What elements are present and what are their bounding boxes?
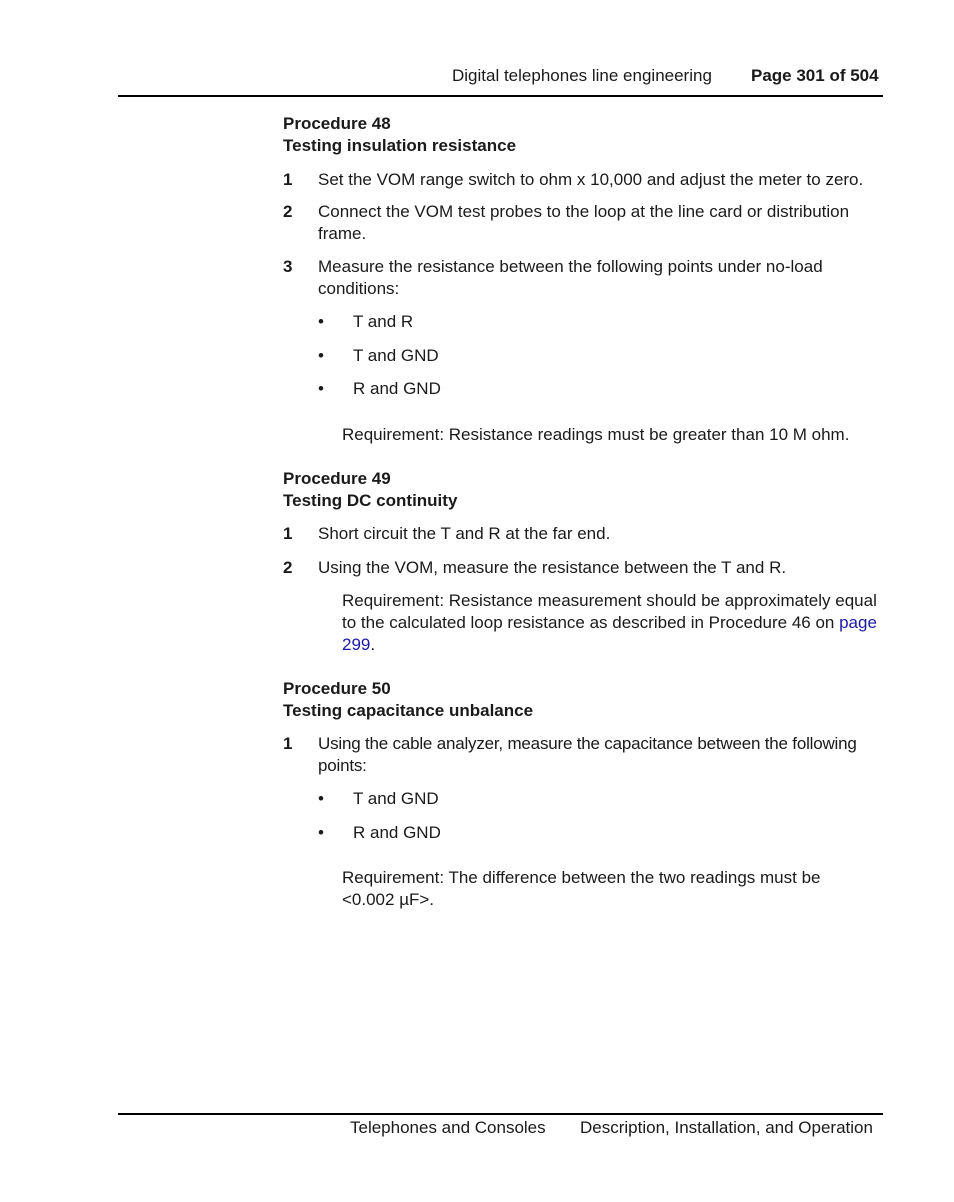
bullet-glyph: • xyxy=(318,346,324,365)
running-header-section: Digital telephones line engineering xyxy=(452,66,712,85)
page-number: Page 301 of 504 xyxy=(751,66,879,85)
procedure-49-number: Procedure 49 xyxy=(283,469,391,488)
page-299-link[interactable]: page 299 xyxy=(342,613,877,654)
procedure-48-number: Procedure 48 xyxy=(283,114,391,133)
footer-book-subtitle: Description, Installation, and Operation xyxy=(580,1118,873,1137)
step-text: Connect the VOM test probes to the loop at the line card or distribution frame. xyxy=(318,202,850,243)
requirement-text-start: Requirement: Resistance measurement should be approximately equal to the calculated loop resistance as described in Procedure 46 on xyxy=(342,591,877,632)
requirement-text-end: . xyxy=(370,635,376,654)
step-number: 1 xyxy=(283,170,293,189)
footer-book-title: Telephones and Consoles xyxy=(350,1118,546,1137)
requirement-text: Requirement: The difference between the two readings must be <0.002 µF>. xyxy=(342,868,821,909)
footer-rule xyxy=(118,1113,883,1115)
requirement-text: Requirement: Resistance readings must be greater than 10 M ohm. xyxy=(342,425,850,444)
bullet-glyph: • xyxy=(318,789,324,808)
procedure-49-title: Testing DC continuity xyxy=(283,491,458,510)
bullet-item: R and GND xyxy=(353,379,441,398)
step-number: 2 xyxy=(283,558,293,577)
step-text: Short circuit the T and R at the far end. xyxy=(318,524,611,543)
bullet-item: T and GND xyxy=(353,789,439,808)
bullet-glyph: • xyxy=(318,823,324,842)
step-number: 3 xyxy=(283,257,293,276)
step-number: 1 xyxy=(283,524,293,543)
procedure-48-title: Testing insulation resistance xyxy=(283,136,517,155)
step-text: Set the VOM range switch to ohm x 10,000 and adjust the meter to zero. xyxy=(318,170,864,189)
bullet-item: R and GND xyxy=(353,823,441,842)
header-rule xyxy=(118,95,883,97)
bullet-item: T and GND xyxy=(353,346,439,365)
bullet-glyph: • xyxy=(318,312,324,331)
requirement-text xyxy=(342,590,887,656)
bullet-glyph: • xyxy=(318,379,324,398)
procedure-50-title: Testing capacitance unbalance xyxy=(283,701,534,720)
step-text: Measure the resistance between the following points under no-load conditions: xyxy=(318,257,823,298)
step-number: 1 xyxy=(283,734,293,753)
step-number: 2 xyxy=(283,202,293,221)
step-text: Using the cable analyzer, measure the capacitance between the following points: xyxy=(318,734,857,775)
step-text: Using the VOM, measure the resistance between the T and R. xyxy=(318,558,787,577)
bullet-item: T and R xyxy=(353,312,414,331)
procedure-50-number: Procedure 50 xyxy=(283,679,391,698)
